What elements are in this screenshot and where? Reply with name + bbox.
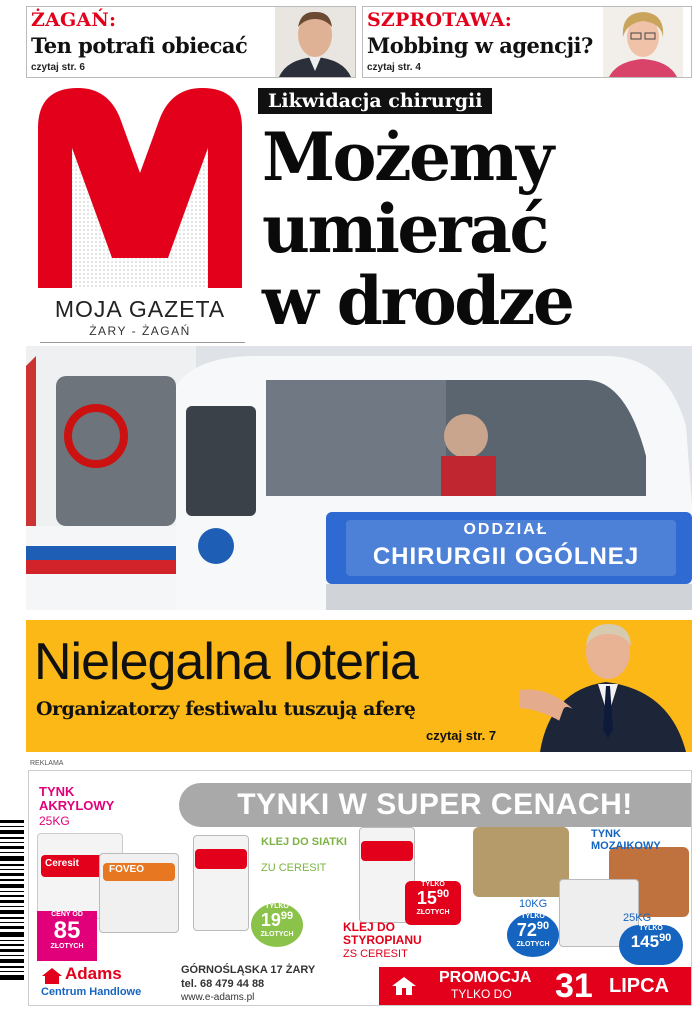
store-address: GÓRNOŚLĄSKA 17 ŻARY <box>181 964 316 976</box>
ad-item2-price <box>251 903 303 947</box>
price-value: 19 <box>260 910 281 931</box>
ad-item1-price <box>37 911 97 961</box>
promo-banner <box>379 967 691 1005</box>
teaser-headline: Ten potrafi obiecać <box>31 33 248 58</box>
man-portrait-photo <box>275 7 355 77</box>
price-value: 145 <box>630 932 660 952</box>
teaser-city: SZPROTAWA: <box>367 9 512 31</box>
store-subtitle: Centrum Handlowe <box>41 986 142 998</box>
main-kicker: Likwidacja chirurgii <box>258 88 492 114</box>
ad-label: REKLAMA <box>30 760 64 767</box>
photo-text-chirurgii: CHIRURGII OGÓLNEJ <box>372 543 640 570</box>
plaster-trowel-photo <box>473 827 569 897</box>
ad-item3-brand: ZS CERESIT <box>343 948 408 960</box>
teaser-city: ŻAGAŃ: <box>31 9 117 31</box>
ad-item1-weight: 25KG <box>39 814 70 828</box>
store-phone: tel. 68 479 44 88 <box>181 978 265 990</box>
m-logo-icon <box>38 88 242 288</box>
main-headline-line-1[interactable]: Możemy <box>262 118 552 196</box>
teaser-zagan[interactable] <box>26 6 356 78</box>
promo-day: 31 <box>555 967 593 1005</box>
lottery-subheadline: Organizatorzy festiwalu tuszują aferę <box>36 698 416 720</box>
brand-city: ŻARY - ŻAGAŃ <box>89 324 191 338</box>
ad-banner: TYNKI W SUPER CENACH! <box>179 783 691 827</box>
price-currency: ZŁOTYCH <box>50 943 84 951</box>
ad-item1-title: TYNK AKRYLOWY <box>39 784 115 813</box>
ad-item4-weight-a: 10KG <box>519 898 548 910</box>
ambulance-photo[interactable] <box>26 346 692 610</box>
price-label: TYLKO <box>639 925 663 932</box>
price-cents: 90 <box>536 920 550 933</box>
photo-text-oddzial: ODDZIAŁ <box>463 521 549 538</box>
bucket-brand-foveo: FOVEO <box>109 864 145 875</box>
lottery-story[interactable] <box>26 620 692 752</box>
price-label: TYLKO <box>521 913 545 920</box>
price-label: TYLKO <box>421 881 445 888</box>
price-cents: 90 <box>659 932 672 945</box>
man-gesturing-photo <box>520 620 692 752</box>
masthead-logo[interactable] <box>28 86 252 372</box>
teaser-headline: Mobbing w agencji? <box>367 33 593 58</box>
ad-item4-price-a <box>507 913 559 957</box>
ad-item4-price-b <box>619 925 683 965</box>
woman-portrait-photo <box>603 7 683 77</box>
advertisement[interactable] <box>28 770 692 1006</box>
teaser-page-ref: czytaj str. 4 <box>367 62 421 73</box>
price-cents: 99 <box>280 910 294 923</box>
barcode-icon <box>0 820 24 980</box>
price-value: 72 <box>516 920 537 941</box>
price-cents: 90 <box>436 888 450 901</box>
price-value: 15 <box>416 888 437 909</box>
brand-name: MOJA GAZETA <box>54 296 226 322</box>
lottery-headline: Nielegalna loteria <box>34 633 418 691</box>
house-icon <box>41 967 63 985</box>
promo-sub: TYLKO DO <box>451 987 512 1001</box>
price-currency: ZŁOTYCH <box>416 909 450 917</box>
bag-band-icon <box>195 849 247 869</box>
divider <box>40 342 245 343</box>
store-website[interactable]: www.e-adams.pl <box>181 992 255 1003</box>
ad-item3-title: KLEJ DO STYROPIANU <box>343 920 422 947</box>
ambulance-illustration <box>26 346 692 610</box>
ad-item3-price <box>405 881 461 925</box>
ad-item4-title: TYNK MOZAIKOWY <box>591 828 661 852</box>
promo-main: PROMOCJA <box>439 969 532 986</box>
price-label: TYLKO <box>265 903 289 910</box>
ad-item2-title: KLEJ DO SIATKI <box>261 836 347 848</box>
price-currency: ZŁOTYCH <box>260 931 294 939</box>
main-headline-line-3[interactable]: w drodze <box>262 262 573 340</box>
store-name: Adams <box>65 964 122 983</box>
ad-item4-weight-b: 25KG <box>623 912 652 924</box>
ad-item2-brand: ZU CERESIT <box>261 862 327 874</box>
main-headline-line-2[interactable]: umierać <box>262 190 548 268</box>
house-icon <box>391 976 417 996</box>
bag-band-icon <box>361 841 413 861</box>
teaser-page-ref: czytaj str. 6 <box>31 62 85 73</box>
bucket-brand-ceresit: Ceresit <box>45 858 79 869</box>
price-currency: ZŁOTYCH <box>516 941 550 949</box>
price-value: 85 <box>53 917 81 945</box>
lottery-page-ref: czytaj str. 7 <box>426 728 497 743</box>
teaser-szprotawa[interactable] <box>362 6 692 78</box>
price-label: CENY OD <box>51 911 83 918</box>
promo-month: LIPCA <box>609 975 669 997</box>
